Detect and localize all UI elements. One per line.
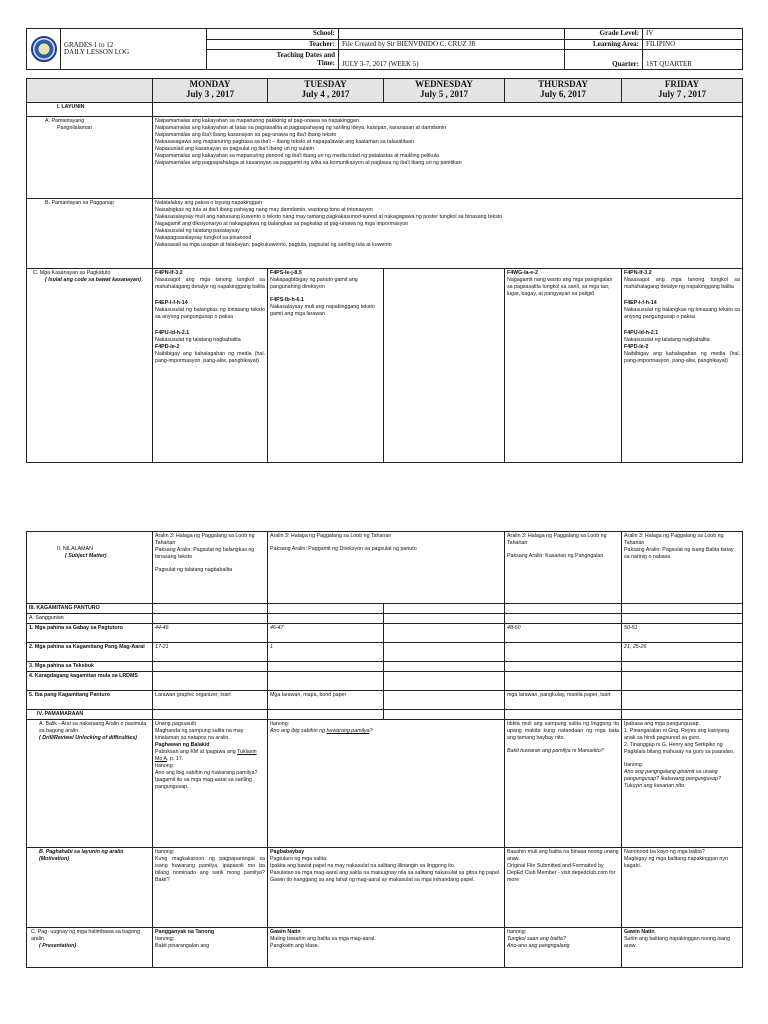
competency-text: Nakasusulat ng balangkas ng binasang teksto sa anyong pangungusap o paksa xyxy=(155,306,265,320)
kagamitan-cell xyxy=(622,671,743,690)
text-line: Ipakita ang bawat papel na may nakasulat na salitang lilinangin sa linggong ito. xyxy=(270,862,456,869)
competency-code: F4PS-Ie-j-8.5 xyxy=(270,270,302,276)
competency-code: F4PN-If-3.2 xyxy=(155,270,183,276)
competency-code: F4PS-Ib-h-6.1 xyxy=(270,296,304,303)
kagamitan-cell xyxy=(384,671,505,690)
layunin-label: I. LAYUNIN xyxy=(27,103,153,117)
nilalaman-line: Aralin 3: Halaga ng Paggalang sa Loob ng Tahanan xyxy=(507,533,607,546)
day-name: TUESDAY xyxy=(304,79,347,89)
kagamitan-cell: Larawan graphic organizer, tsart xyxy=(153,690,268,709)
nilalaman-line: Paksang Aralin: Pagsulat ng balangkas ng binasang teksto xyxy=(155,546,255,560)
grade-value: IV xyxy=(643,29,743,40)
competency-code: F4EP-I-f-h-14 xyxy=(155,299,188,306)
pag-uugnay-thu xyxy=(505,927,622,967)
competency-text: Nakapagbibigay ng panuto gamit ang pangunahing direksyon xyxy=(270,276,358,290)
table-row xyxy=(27,642,743,661)
text-line: Ipagamit ito sa mga mag-aaral sa sariling pangungusap. xyxy=(155,776,252,790)
empty-cell xyxy=(153,614,268,624)
competency-code: F4PD-Ie-2 xyxy=(155,343,180,350)
balik-mon xyxy=(153,719,268,847)
school-label: School: xyxy=(207,29,339,40)
dates-label-1: Teaching Dates and xyxy=(276,51,335,60)
pag-uugnay-label-1: C. Pag- uugnay ng mga halimbawa sa bagong aralin xyxy=(31,928,140,942)
kagamitan-cell xyxy=(384,661,505,671)
teacher-label: Teacher: xyxy=(207,39,339,50)
balik-thu xyxy=(505,719,622,847)
text-line: Pasulatan sa mga mag-aaral ang salita na maiuugnay nila sa salitang nakasulat sa gitna ng papel. xyxy=(270,869,501,876)
brand-title xyxy=(61,29,207,70)
empty-cell xyxy=(384,614,505,624)
kagamitan-cell xyxy=(384,690,505,709)
dates-label-2: Time: xyxy=(317,58,335,67)
day-date: July 7 , 2017 xyxy=(657,88,706,99)
table-row xyxy=(27,690,743,709)
pamantayang-content xyxy=(153,117,743,199)
pamantayang-label-2: Pangnilalaman xyxy=(57,124,93,131)
day-tuesday xyxy=(268,79,384,103)
text-line: Pangganyak na Tanong xyxy=(155,928,215,935)
pag-uugnay-tue xyxy=(268,927,505,967)
kagamitan-row-label: 3. Mga pahina sa Teksbuk xyxy=(27,661,153,671)
paganap-item: Nakasasali sa mga usapan at talakayan, pagkukuwento, pagtula, pagsulat ng sariling tula at kuwento xyxy=(155,241,392,248)
paghahabi-tue xyxy=(268,847,505,927)
competency-code: F4EP-I-f-h-14 xyxy=(624,299,657,306)
pamantayang-item: Naipamamalas ang pagpapahalaga at kasanayan sa paggamit ng wika sa komunikasyon at pagbasa ng iba't ibang uri ng panitikan xyxy=(155,159,462,166)
balik-label-1: A. Balik –Aral sa nakaraang Aralin o pasimula sa bagong aralin xyxy=(39,720,147,734)
text-line: Pangkatin ang klase. xyxy=(270,942,320,949)
days-row xyxy=(27,79,743,103)
paganap-content xyxy=(153,199,743,269)
text-line: Kung magkakaroon ng pagpaparangal sa isang huwarang pamilya, ipapasok mo ba bilang nominado ang sarili mong pamilya? Bakit? xyxy=(155,855,265,883)
empty-cell xyxy=(268,604,384,614)
text-line: Itanong: xyxy=(270,720,290,727)
nilalaman-mon xyxy=(153,532,268,604)
nilalaman-label-2: ( Subject Matter) xyxy=(65,552,107,559)
nilalaman-line: Paksang Aralin: Pagsulat ng isang Balita batay sa narinig o nabasa xyxy=(624,546,734,560)
dll-page-1 xyxy=(0,28,768,468)
kagamitan-cell: 44-46 xyxy=(153,623,268,642)
competency-text: Nagagamit nang wasto ang mga pangngalan sa pagsasalita tungkol sa sarili, sa mga tao, lugar, bagay, at pangyayari sa paligid xyxy=(507,276,613,297)
kagamitan-label: III. KAGAMITANG PANTURO xyxy=(27,604,153,614)
deped-seal xyxy=(27,29,61,70)
lesson-table-1 xyxy=(26,78,743,463)
pamantayang-label xyxy=(27,117,153,199)
kasanayan-wed xyxy=(384,269,505,463)
nilalaman-label-1: II. NILALAMAN xyxy=(57,546,93,552)
text-emphasis: huwarang pamilya xyxy=(326,727,370,734)
area-label: Learning Area: xyxy=(565,39,643,50)
text-line: Gawin ito hanggang sa ang lahat ng mag-aaral ay makasulat sa mga inihandang papel. xyxy=(270,876,475,883)
day-monday xyxy=(153,79,268,103)
text-line: Magbigay ng mga balitang napakinggan nyo kagabi. xyxy=(624,855,728,869)
competency-code: F4PN-If-3.2 xyxy=(624,270,652,276)
kagamitan-cell xyxy=(384,623,505,642)
nilalaman-line: Aralin 3: Halaga ng Paggalang sa Loob ng Tahanan xyxy=(270,533,392,539)
day-name: FRIDAY xyxy=(664,79,700,89)
competency-code: F4WG-Ia-e-2 xyxy=(507,270,538,276)
nilalaman-line: Pagsulat ng talatang nagbabalita xyxy=(155,566,233,573)
quarter-value: 1ST QUARTER xyxy=(643,50,743,70)
competency-text: Nasasagot ang mga tanong tungkol sa mahahalagang detalye ng napakinggang balita xyxy=(624,276,740,290)
kasanayan-label-2: ( Isulat ang code sa bawat kasanayan) xyxy=(45,276,141,283)
nilalaman-line: Paksang Aralin: Kasarian ng Pangngalan xyxy=(507,552,604,559)
dates-value: JULY 3-7, 2017 (WEEK 5) xyxy=(339,50,565,70)
kagamitan-cell xyxy=(268,661,384,671)
pag-uugnay-label-2: ( Presentation) xyxy=(39,942,77,949)
empty-cell xyxy=(153,604,268,614)
day-date: July 5 , 2017 xyxy=(419,88,468,99)
kagamitan-cell xyxy=(505,671,622,690)
kasanayan-thu xyxy=(505,269,622,463)
paghahabi-label-1: B. Paghahabi sa layunin ng aralin xyxy=(39,848,124,855)
table-row xyxy=(27,671,743,690)
pamantayang-item: Naipamamalas ang iba't ibang kasanayan sa pag-unawa ng iba't ibang teksto xyxy=(155,131,337,138)
kagamitan-cell: 50-51 xyxy=(622,623,743,642)
paganap-item: Nagagamit ang diksiyonaryo at nakagagawa ng balangkas sa pagkalap at pag-unawa ng mga impormasyon xyxy=(155,220,409,227)
pag-uugnay-mon xyxy=(153,927,268,967)
empty-cell xyxy=(622,614,743,624)
kagamitan-cell: Mga larawan, mapa, bond paper xyxy=(268,690,384,709)
text-line: Itanong: xyxy=(155,762,175,769)
pamamaraan-label: IV. PAMAMARAAN xyxy=(27,709,153,719)
nilalaman-line: Paksang Aralin: Paggamit ng Direksyon sa pagsulat ng panuto xyxy=(270,545,417,552)
pag-uugnay-label xyxy=(27,927,153,967)
empty-cell xyxy=(384,604,505,614)
sanggunian-label: A. Sanggunian xyxy=(27,614,153,624)
competency-text: Nakasusulat ng talatang nagbabalita xyxy=(155,336,241,343)
pamantayang-item: Nakasasagawa ang mapanuring pagbasa sa iba't – ibang teksto at napapalawak ang kaalaman sa talasalitaan xyxy=(155,138,414,145)
table-row xyxy=(27,623,743,642)
empty-cell xyxy=(153,709,268,719)
kagamitan-cell: 48-50 xyxy=(505,623,622,642)
kagamitan-cell xyxy=(268,671,384,690)
day-date: July 6, 2017 xyxy=(540,88,586,99)
text-line: Ipabasa ang mga pangungusap. xyxy=(624,720,701,727)
paghahabi-label-2: (Motivation) xyxy=(39,855,70,862)
kagamitan-cell: 46-47 xyxy=(268,623,384,642)
text-line: Pagbabaybay xyxy=(270,848,305,855)
text-line: Itanong: xyxy=(155,935,175,942)
text-line: Pabuksan ang KM at ipagawa ang xyxy=(155,748,236,755)
deped-seal-icon xyxy=(31,36,57,62)
day-thursday xyxy=(505,79,622,103)
teacher-value: File Created by Sir BIENVINIDO C. CRUZ JR xyxy=(339,39,565,50)
kagamitan-row-label: 2. Mga pahina sa Kagamitang Pang Mag-Aaral xyxy=(27,642,153,661)
empty-cell xyxy=(622,604,743,614)
text-line: Ano ang ibig sabihin ng huwarang pamilya? xyxy=(155,769,258,776)
text-line: Itanong: xyxy=(507,928,527,935)
area-value: FILIPINO xyxy=(643,39,743,50)
brand-line-1: GRADES 1 to 12 xyxy=(64,40,114,49)
kagamitan-cell xyxy=(384,642,505,661)
text-line: Maghanda ng sampung salita na may kinalaman sa natapos na aralin. xyxy=(155,727,244,741)
text-line: Ano ang pangngalang ginamit sa unang pangungusap? Ikalawang pangungusap? Tukuyin ang kasarian nito. xyxy=(624,768,721,789)
nilalaman-line: Aralin 3: Halaga ng Paggalang sa Loob ng Tahanan xyxy=(624,533,724,546)
kagamitan-cell xyxy=(622,690,743,709)
dll-page-2 xyxy=(0,531,768,1024)
balik-aral-label xyxy=(27,719,153,847)
kasanayan-label xyxy=(27,269,153,463)
competency-text: Naibibigay ang kahalagahan ng media (hal. pang-impormasyon, pang-aliw, panghikayat) xyxy=(155,350,265,364)
kagamitan-cell: 21, 25-26 xyxy=(622,642,743,661)
dates-label xyxy=(207,50,339,70)
competency-text: Nakasusulat ng balangkas ng binasang teksto sa anyong pangungusap o paksa xyxy=(624,306,740,320)
text-line: Unang pagsusulit xyxy=(155,720,196,727)
day-date: July 4 , 2017 xyxy=(301,88,350,99)
competency-text: Naibibigay ang kahalagahan ng media (hal. pang-impormasyon, pang-aliw, panghikayat) xyxy=(624,350,740,364)
text-line: Ano ang ibig sabihin ng xyxy=(270,727,326,734)
paghahabi-mon xyxy=(153,847,268,927)
paghahabi-fri xyxy=(622,847,743,927)
competency-text: Nasasagot ang mga tanong tungkol sa mahahalagang detalye ng napakinggang balita xyxy=(155,276,265,290)
text-line: Gawin Natin xyxy=(624,928,655,935)
brand-line-2: DAILY LESSON LOG xyxy=(64,48,130,57)
text-line: Tungkol saan ang balita? xyxy=(507,935,566,942)
kagamitan-row-label: 4. Karagdagang kagamitan mula sa LRDMS xyxy=(27,671,153,690)
days-corner xyxy=(27,79,153,103)
text-line: Itanong: xyxy=(624,761,644,768)
empty-cell xyxy=(268,709,384,719)
quarter-label: Quarter: xyxy=(565,50,643,70)
kagamitan-cell xyxy=(505,661,622,671)
text-line: Itanong: xyxy=(155,848,175,855)
kagamitan-cell xyxy=(153,661,268,671)
text-line: ? xyxy=(369,727,373,734)
layunin-content xyxy=(153,103,743,117)
kagamitan-row-label: 1. Mga pahina sa Gabay sa Pagtuturo xyxy=(27,623,153,642)
kagamitan-cell xyxy=(622,661,743,671)
text-line: Suriin ang balitang napakinggan noong isang araw. xyxy=(624,935,731,949)
paghahabi-thu xyxy=(505,847,622,927)
pamantayang-item: Naipamamalas ang kakayahan at tatas sa pagsasalita at pagpapahayag ng sariling ideya, kaisipan, karanasan at damdamin xyxy=(155,124,447,131)
kasanayan-mon xyxy=(153,269,268,463)
nilalaman-fri xyxy=(622,532,743,604)
text-line: Ano-ano ang pangngalang xyxy=(507,942,570,949)
paganap-item: Nakasasalaysay muli ang nabasang kuwento o teksto nang may tamang pagkakasunod-sunod at nakagagawa ng poster tungkol sa binasang teksto xyxy=(155,213,503,220)
text-line: Muling basahin ang balita sa mga mag-aaral. xyxy=(270,935,376,942)
competency-code: F4PU-Id-h-2.1 xyxy=(155,329,190,336)
empty-cell xyxy=(268,614,384,624)
header-table xyxy=(26,28,743,70)
kasanayan-fri xyxy=(622,269,743,463)
day-name: THURSDAY xyxy=(538,79,588,89)
kasanayan-label-1: C. Mga Kasanayan sa Pagkatuto xyxy=(33,270,111,276)
text-line: Nanonood ba kayo ng mga balita? xyxy=(624,848,705,855)
pamantayang-label-1: A. Pamantayang xyxy=(45,118,85,124)
empty-cell xyxy=(505,709,622,719)
lesson-table-2 xyxy=(26,531,743,968)
kagamitan-cell xyxy=(153,671,268,690)
competency-text: Nakasalaysay muli ang napakinggang teksto gamit ang mga larawan xyxy=(270,303,375,317)
paganap-item: Nakasusulat ng talatang pasalaysay xyxy=(155,227,240,234)
kasanayan-tue xyxy=(268,269,384,463)
pamantayang-item: Naipamamalas ang kakayahan sa mapanuring panood ng iba't ibang uri ng media tulad ng patalastas at maikling pelikula xyxy=(155,152,439,159)
balik-tue xyxy=(268,719,505,847)
nilalaman-thu xyxy=(505,532,622,604)
competency-code: F4PU-Id-h-2.1 xyxy=(624,329,659,336)
empty-cell xyxy=(622,709,743,719)
text-line: Pagtuturo ng mga salita. xyxy=(270,855,328,862)
nilalaman-line: Aralin 3: Halaga ng Paggalang sa Loob ng Tahanan xyxy=(155,533,255,546)
balik-fri xyxy=(622,719,743,847)
table-row xyxy=(27,661,743,671)
paganap-item: Naisabigkas ng tula at iba't ibang pahayag nang may damdamin, wastong tono at intonasyon xyxy=(155,206,373,213)
balik-label-2: ( Drill/Review/ Unlocking of difficulties) xyxy=(39,734,137,741)
text-line: Bakit pinarangalan ang xyxy=(155,942,210,949)
kagamitan-cell: 17-21 xyxy=(153,642,268,661)
day-name: MONDAY xyxy=(189,79,231,89)
text-line: 2. Tinanggap ni G. Henry ang Sertipiko ng Pagkilala bilang mahusay na guro sa paaralan. xyxy=(624,741,735,755)
competency-code: F4PD-Ie-2 xyxy=(624,343,649,350)
empty-cell xyxy=(384,709,505,719)
pag-uugnay-fri xyxy=(622,927,743,967)
day-name: WEDNESDAY xyxy=(415,79,473,89)
text-line: Gawin Natin xyxy=(270,928,301,935)
text-line: 1. Pinangaralan ni Gng. Reyes ang kaniyang anak sa hindi pagsunod sa guro. xyxy=(624,727,730,741)
competency-text: Nakasusulat ng talatang nagbabalita xyxy=(624,336,710,343)
empty-cell xyxy=(505,604,622,614)
kagamitan-row-label: 5. Iba pang Kagamitang Panturo xyxy=(27,690,153,709)
text-line: Idikta muli ang sampung salita ng linggong ito upang makita kung natandaan ng mga bata ang tamang baybay nito. xyxy=(507,720,620,741)
text-line: , p. 17. xyxy=(167,755,184,762)
kagamitan-cell xyxy=(505,642,622,661)
kagamitan-cell: mga larawan, pangkulay, manila paper, tsart xyxy=(505,690,622,709)
paganap-label: B. Pamantayan sa Pagganap xyxy=(27,199,153,269)
text-line: Bakit huwaran ang pamilya ni Manuelito? xyxy=(507,747,604,754)
day-date: July 3 , 2017 xyxy=(185,88,234,99)
text-line: Basahin muli ang balita na binasa noong unang araw. xyxy=(507,848,619,862)
nilalaman-tue xyxy=(268,532,505,604)
day-wednesday xyxy=(384,79,505,103)
pamantayang-item: Napauunlad ang kasanayan sa pagsulat ng iba't ibang uri ng sulatin xyxy=(155,145,314,152)
text-line: Original File Submitted and Formatted by DepEd Club Member - visit depedclub.com for more xyxy=(507,862,616,883)
text-line: Paghawan ng Balakid xyxy=(155,741,210,748)
kagamitan-cell: 1 xyxy=(268,642,384,661)
pamantayang-item: Naipamamalas ang kakayahan sa mapanuring pakikinig at pag-unawa sa napakinggan xyxy=(155,118,359,124)
empty-cell xyxy=(505,614,622,624)
paganap-item: Nakapagsasalaysay tungkol sa pinanood xyxy=(155,234,252,241)
school-value xyxy=(339,29,565,40)
nilalaman-label xyxy=(27,532,153,604)
grade-label: Grade Level: xyxy=(565,29,643,40)
text-link: Tuklasin Mo A xyxy=(155,748,257,762)
paghahabi-label xyxy=(27,847,153,927)
paganap-item: Natatalakay ang paksa o isyung napakinggan xyxy=(155,200,262,206)
day-friday xyxy=(622,79,743,103)
